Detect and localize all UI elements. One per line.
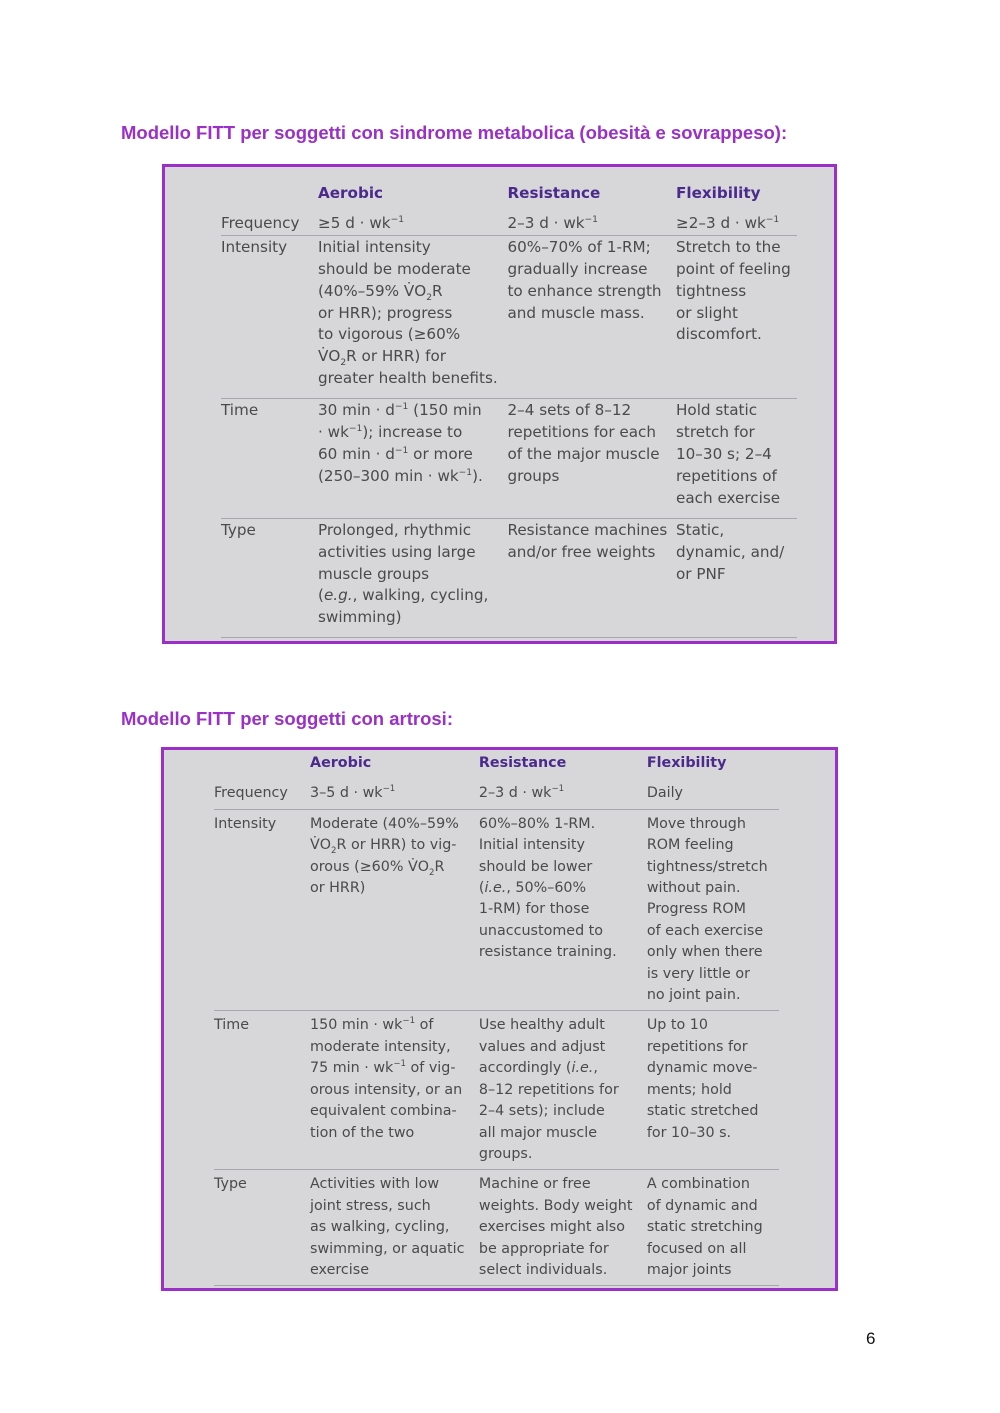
table-cell: Up to 10 repetitions for dynamic move- ments; hold static stretched for 10–30 s. xyxy=(647,1011,779,1170)
table-cell: Use healthy adult values and adjust accordingly (i.e., 8–12 repetitions for 2–4 sets); include all major muscle groups. xyxy=(479,1011,647,1170)
table-cell: 150 $\min \cdot wk^{-1}$ of moderate intensity, 75 $\min \cdot wk^{-1}$ of vig- orous intensity, or an equivalent combina- tion of the two xyxy=(310,1011,479,1170)
table-row xyxy=(221,235,797,398)
table-cell: Activities with low joint stress, such as walking, cycling, swimming, or aquatic exercise xyxy=(310,1170,479,1286)
fitt-table-metabolic xyxy=(221,183,797,638)
table-row xyxy=(221,213,797,235)
column-header: Aerobic xyxy=(310,755,372,771)
page-number: 6 xyxy=(866,1329,876,1348)
section-heading: Modello FITT per soggetti con artrosi: xyxy=(121,708,453,729)
column-header: Aerobic xyxy=(318,184,384,202)
column-header: Resistance xyxy=(507,184,601,202)
fitt-table-arthritis xyxy=(214,753,779,1286)
row-label: Time xyxy=(214,1011,310,1170)
table-cell: Moderate (40%–59% $V̇O_2R$ or HRR) to vig- orous (≥60% $V̇O_2R$ or HRR) xyxy=(310,809,479,1011)
row-label: Time xyxy=(221,399,318,519)
table-header-row xyxy=(214,753,779,779)
table-row xyxy=(214,1170,779,1286)
table-cell: 2–4 sets of 8–12 repetitions for each of the major muscle groups xyxy=(507,399,676,519)
table-cell: ≥5 $d \cdot wk^{-1}$ xyxy=(318,213,507,235)
table-row xyxy=(214,809,779,1011)
row-label: Type xyxy=(221,518,318,638)
table-cell: Daily xyxy=(647,779,779,809)
table-cell: 60%–80% 1-RM. Initial intensity should be lower (i.e., 50%–60% 1-RM) for those unaccustomed to resistance training. xyxy=(479,809,647,1011)
table-cell: A combination of dynamic and static stretching focused on all major joints xyxy=(647,1170,779,1286)
column-header: Resistance xyxy=(478,755,567,771)
row-label: Intensity xyxy=(214,809,310,1011)
row-label: Type xyxy=(214,1170,310,1286)
column-header: Flexibility xyxy=(675,184,761,202)
section-heading: Modello FITT per soggetti con sindrome metabolica (obesità e sovrappeso): xyxy=(121,122,788,143)
table-cell: 2–3 $d \cdot wk^{-1}$ xyxy=(507,213,676,235)
table-cell: 2–3 $d \cdot wk^{-1}$ xyxy=(479,779,647,809)
table-cell: 3–5 $d \cdot wk^{-1}$ xyxy=(310,779,479,809)
table-cell: Initial intensity should be moderate (40%–59% $V̇O_2R$ or HRR); progress to vigorous (≥60% $V̇O_2R$ or HRR) for greater health benefits. xyxy=(318,235,507,398)
table-cell: 30 $\min \cdot d^{-1}$ (150 min · $wk^{-1}$); increase to 60 $\min \cdot d^{-1}$ or more (250–300 $\min \cdot wk^{-1}$). xyxy=(318,399,507,519)
table-cell: ≥2–3 $d \cdot wk^{-1}$ xyxy=(676,213,797,235)
table-header-row xyxy=(221,183,797,213)
column-header: Flexibility xyxy=(646,755,727,771)
table-row xyxy=(214,1011,779,1170)
table-row xyxy=(221,399,797,519)
table-cell: Stretch to the point of feeling tightness or slight discomfort. xyxy=(676,235,797,398)
table-cell: Resistance machines and/or free weights xyxy=(507,518,676,638)
row-label: Frequency xyxy=(214,779,310,809)
table-row xyxy=(221,518,797,638)
table-cell: Static, dynamic, and/ or PNF xyxy=(676,518,797,638)
row-label: Frequency xyxy=(221,213,318,235)
table-cell: Move through ROM feeling tightness/stretch without pain. Progress ROM of each exercise only when there is very little or no joint pain. xyxy=(647,809,779,1011)
table-cell: Prolonged, rhythmic activities using large muscle groups (e.g., walking, cycling, swimming) xyxy=(318,518,507,638)
table-cell: Machine or free weights. Body weight exercises might also be appropriate for select individuals. xyxy=(479,1170,647,1286)
table-cell: 60%–70% of 1-RM; gradually increase to enhance strength and muscle mass. xyxy=(507,235,676,398)
table-cell: Hold static stretch for 10–30 s; 2–4 repetitions of each exercise xyxy=(676,399,797,519)
table-row xyxy=(214,779,779,809)
row-label: Intensity xyxy=(221,235,318,398)
